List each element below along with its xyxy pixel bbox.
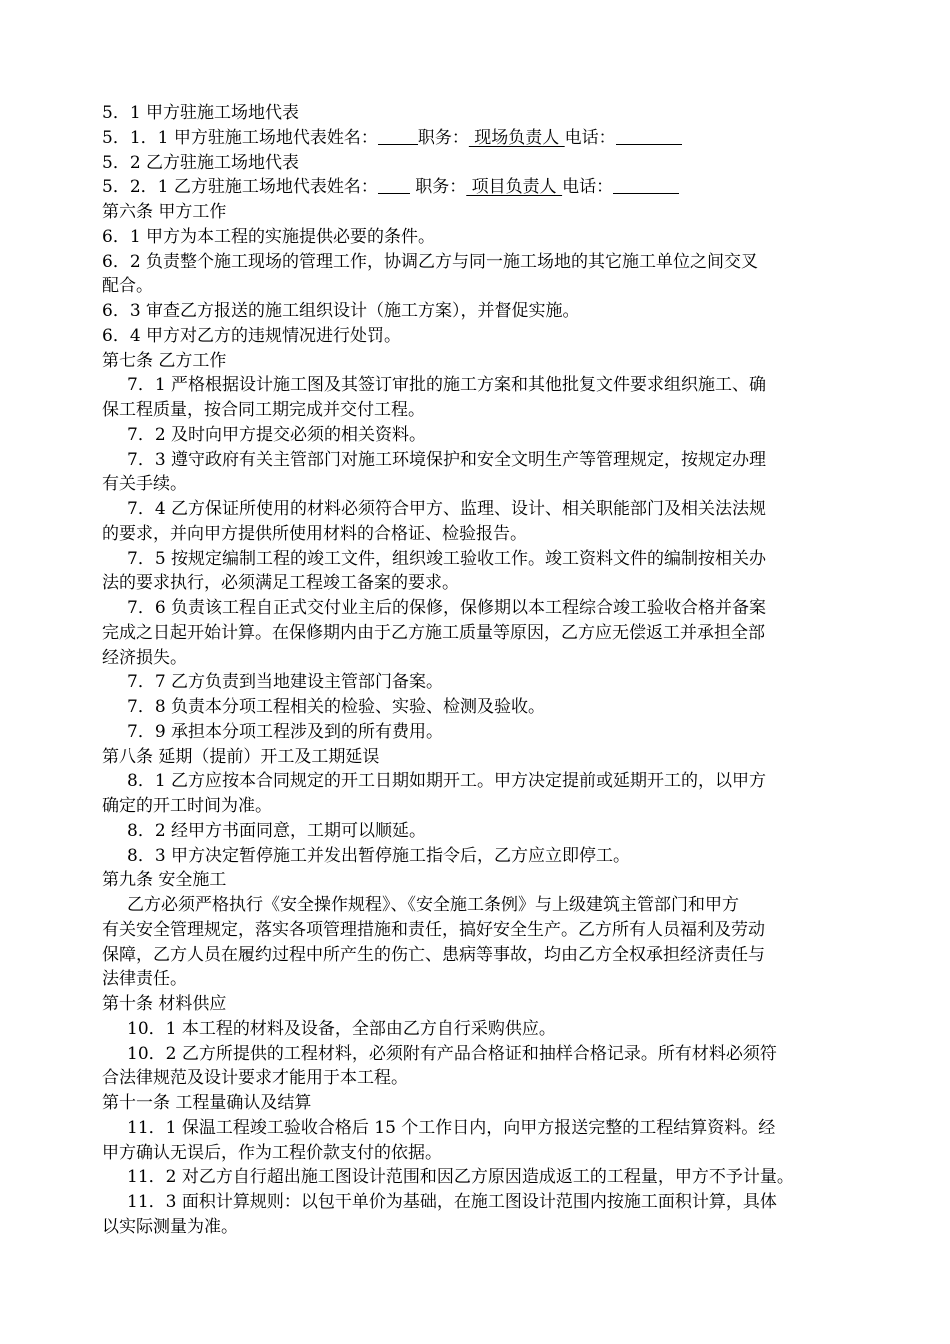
representative-line	[102, 175, 854, 200]
text-line: 7．5 按规定编制工程的竣工文件，组织竣工验收工作。竣工资料文件的编制按相关办	[127, 548, 767, 569]
text-line: 法律责任。	[102, 969, 187, 990]
text-line: 合法律规范及设计要求才能用于本工程。	[102, 1068, 408, 1089]
title-value: 现场负责人	[468, 127, 565, 148]
text-line: 11．1 保温工程竣工验收合格后 15 个工作日内，向甲方报送完整的工程结算资料。经	[127, 1117, 776, 1138]
document-page	[102, 101, 854, 1240]
text-line: 确定的开工时间为准。	[102, 796, 272, 816]
text-line: 完成之日起开始计算。在保修期内由于乙方施工质量等原因，乙方应无偿返工并承担全部	[102, 622, 765, 643]
text-line: 有关安全管理规定，落实各项管理措施和责任，搞好安全生产。乙方所有人员福利及劳动	[102, 919, 765, 940]
representative-line	[102, 126, 854, 151]
text-line: 8．1 乙方应按本合同规定的开工日期如期开工。甲方决定提前或延期开工的，以甲方	[127, 771, 767, 792]
text-line: 6．4 甲方对乙方的违规情况进行处罚。	[102, 325, 402, 346]
text-line: 7．1 严格根据设计施工图及其签订审批的施工方案和其他批复文件要求组织施工、确	[127, 375, 767, 396]
text-line: 8．3 甲方决定暂停施工并发出暂停施工指令后，乙方应立即停工。	[127, 845, 631, 866]
text-line: 10．1 本工程的材料及设备，全部由乙方自行采购供应。	[127, 1018, 556, 1039]
title-label: 职务：	[417, 127, 469, 148]
text-line: 6．1 甲方为本工程的实施提供必要的条件。	[102, 226, 436, 247]
title-label: 职务：	[409, 177, 467, 198]
text-line: 甲方确认无误后，作为工程价款支付的依据。	[102, 1142, 442, 1163]
text-line: 配合。	[102, 276, 153, 297]
text-line: 10．2 乙方所提供的工程材料，必须附有产品合格证和抽样合格记录。所有材料必须符	[127, 1043, 777, 1064]
phone-blank	[616, 126, 682, 145]
name-label: 5．1．1 甲方驻施工场地代表姓名：	[102, 127, 378, 148]
text-line: 7．8 负责本分项工程相关的检验、实验、检测及验收。	[127, 697, 546, 717]
text-line: 第六条 甲方工作	[102, 202, 227, 222]
name-blank	[378, 126, 418, 145]
text-line: 第七条 乙方工作	[102, 350, 227, 371]
title-value: 项目负责人	[466, 177, 563, 198]
text-line: 保工程质量，按合同工期完成并交付工程。	[102, 400, 425, 420]
text-line: 7．4 乙方保证所使用的材料必须符合甲方、监理、设计、相关职能部门及相关法法规	[127, 499, 767, 519]
text-line: 6．2 负责整个施工现场的管理工作，协调乙方与同一施工场地的其它施工单位之间交叉	[102, 251, 759, 272]
text-line: 11．2 对乙方自行超出施工图设计范围和因乙方原因造成返工的工程量，甲方不予计量。	[127, 1167, 794, 1188]
text-line: 7．7 乙方负责到当地建设主管部门备案。	[127, 672, 444, 693]
text-line: 第九条 安全施工	[102, 870, 227, 891]
text-line: 第十一条 工程量确认及结算	[102, 1093, 312, 1113]
phone-label: 电话：	[564, 127, 616, 148]
text-line: 保障，乙方人员在履约过程中所产生的伤亡、患病等事故，均由乙方全权承担经济责任与	[102, 944, 765, 965]
name-blank	[378, 175, 410, 194]
text-line: 以实际测量为准。	[102, 1216, 238, 1237]
text-line: 经济损失。	[102, 647, 187, 668]
text-line: 7．2 及时向甲方提交必须的相关资料。	[127, 424, 427, 445]
text-line: 法的要求执行，必须满足工程竣工备案的要求。	[102, 573, 459, 594]
text-line: 5．2 乙方驻施工场地代表	[102, 152, 300, 173]
phone-label: 电话：	[562, 177, 614, 198]
text-line: 7．9 承担本分项工程涉及到的所有费用。	[127, 721, 444, 742]
text-line: 有关手续。	[102, 474, 187, 495]
name-label: 5．2．1 乙方驻施工场地代表姓名：	[102, 177, 378, 198]
text-line: 5．1 甲方驻施工场地代表	[102, 103, 300, 123]
phone-blank	[613, 175, 679, 194]
text-line: 11．3 面积计算规则：以包干单价为基础，在施工图设计范围内按施工面积计算，具体	[127, 1192, 777, 1212]
text-line: 的要求，并向甲方提供所使用材料的合格证、检验报告。	[102, 523, 527, 544]
text-line: 乙方必须严格执行《安全操作规程》、《安全施工条例》与上级建筑主管部门和甲方	[127, 895, 739, 915]
text-line: 第十条 材料供应	[102, 994, 227, 1014]
text-line: 7．6 负责该工程自正式交付业主后的保修，保修期以本工程综合竣工验收合格并备案	[127, 598, 767, 618]
text-line: 6．3 审查乙方报送的施工组织设计（施工方案），并督促实施。	[102, 301, 580, 321]
text-line: 第八条 延期（提前）开工及工期延误	[102, 746, 380, 767]
text-line: 7．3 遵守政府有关主管部门对施工环境保护和安全文明生产等管理规定，按规定办理	[127, 449, 767, 470]
text-line: 8．2 经甲方书面同意，工期可以顺延。	[127, 820, 427, 841]
